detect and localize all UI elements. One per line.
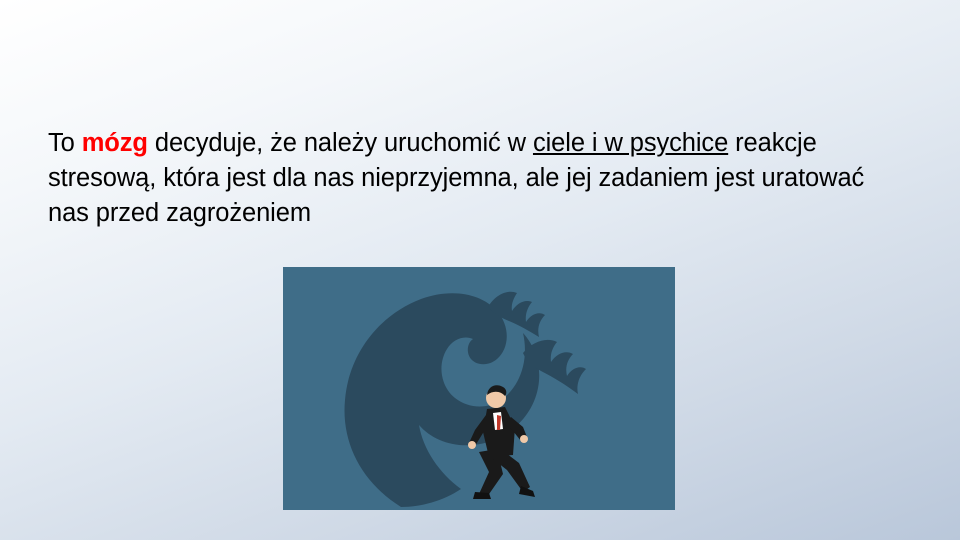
text-segment-2: decyduje, że należy uruchomić w [147,129,533,157]
text-segment-1: To [48,129,82,157]
slide-image [283,267,675,510]
text-segment-3: reakcje stresową, która jest dla nas nieprzyjemna, ale jej zadaniem jest uratować nas przed zagrożeniem [48,129,865,228]
text-underline-ciele-i-w-psychice: ciele i w psychice [532,129,729,157]
slide-body-text [48,126,872,232]
text-highlight-mozg: mózg [81,129,148,157]
